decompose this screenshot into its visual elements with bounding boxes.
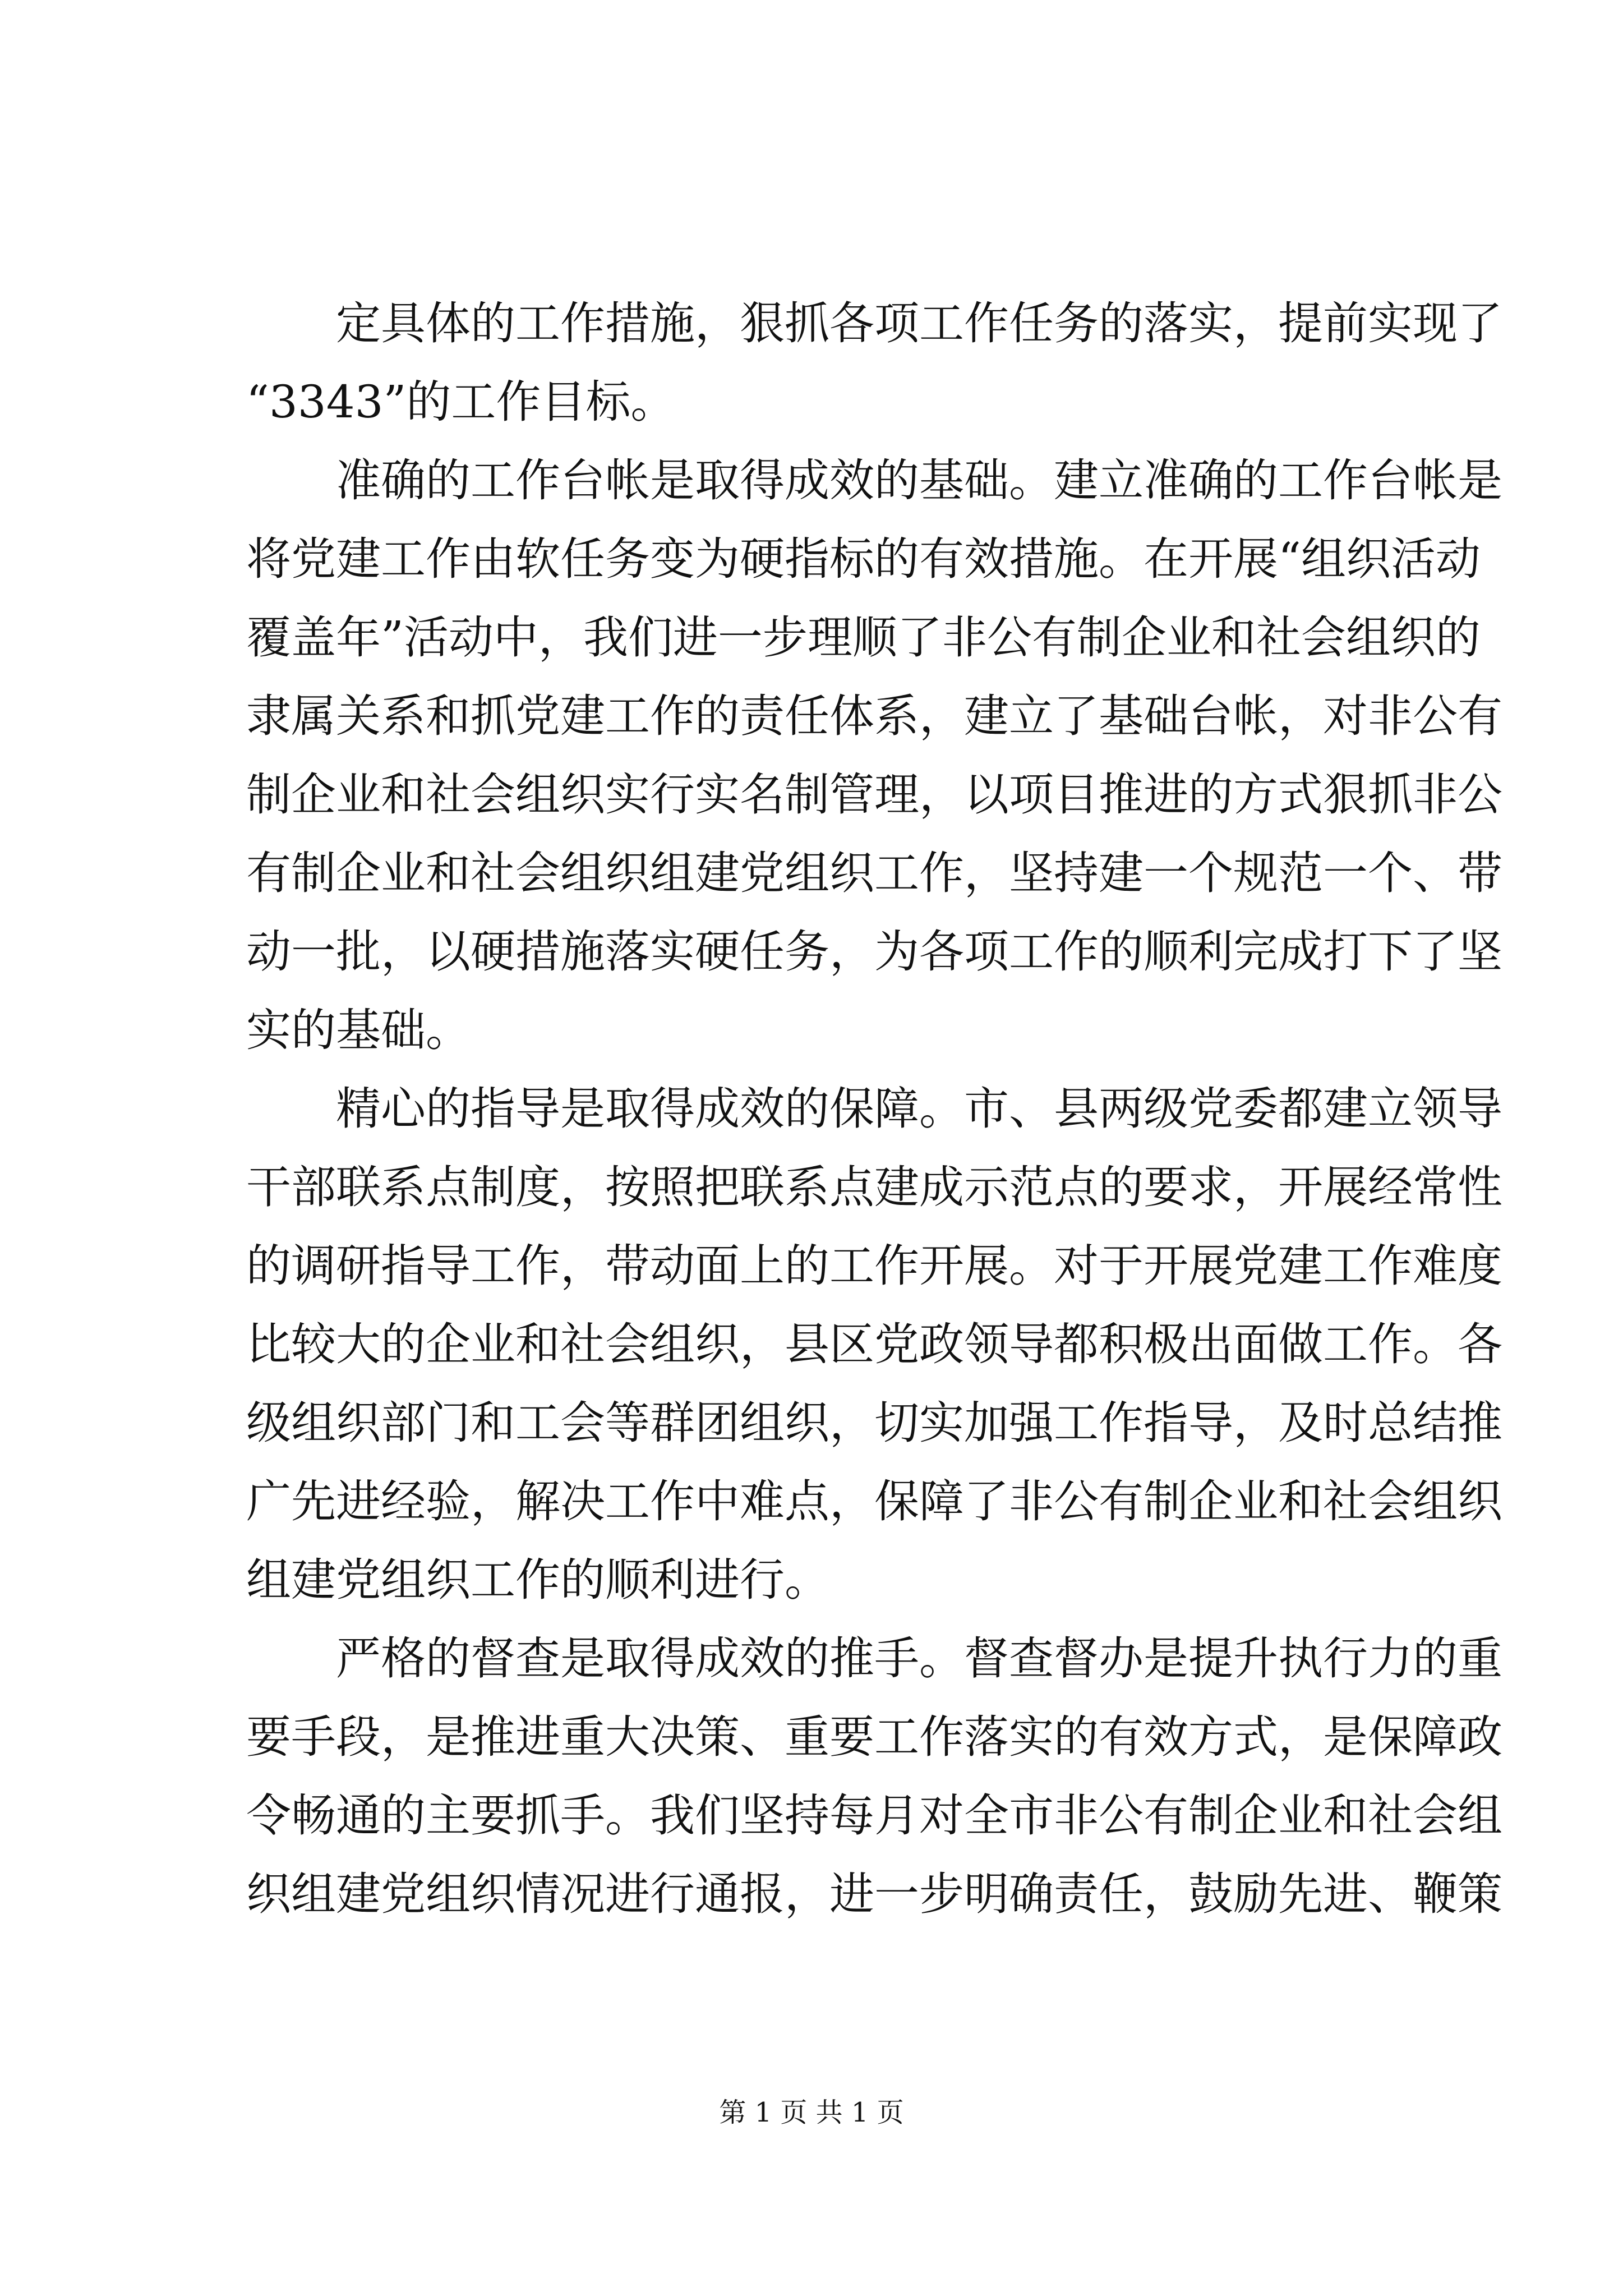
text-line: 级组织部门和工会等群团组织，切实加强工作指导，及时总结推 (246, 1397, 1502, 1449)
text-line: 将党建工作由软任务变为硬指标的有效措施。在开展“组织活动 (246, 533, 1481, 585)
text-line: 实的基础。 (246, 1004, 471, 1056)
text-line: 的调研指导工作，带动面上的工作开展。对于开展党建工作难度 (246, 1240, 1502, 1292)
text-line: 定具体的工作措施，狠抓各项工作任务的落实，提前实现了 (246, 297, 1502, 349)
text-line: 组建党组织工作的顺利进行。 (246, 1554, 829, 1606)
text-line: 要手段，是推进重大决策、重要工作落实的有效方式，是保障政 (246, 1711, 1502, 1763)
text-line: 制企业和社会组织实行实名制管理，以项目推进的方式狠抓非公 (246, 769, 1502, 821)
text-line: 隶属关系和抓党建工作的责任体系，建立了基础台帐，对非公有 (246, 690, 1502, 742)
text-line: “3343”的工作目标。 (246, 376, 676, 428)
text-line: 覆盖年”活动中，我们进一步理顺了非公有制企业和社会组织的 (246, 611, 1481, 664)
text-line: 令畅通的主要抓手。我们坚持每月对全市非公有制企业和社会组 (246, 1789, 1502, 1842)
text-line: 准确的工作台帐是取得成效的基础。建立准确的工作台帐是 (246, 454, 1502, 507)
text-line: 广先进经验，解决工作中难点，保障了非公有制企业和社会组织 (246, 1475, 1502, 1527)
text-line: 干部联系点制度，按照把联系点建成示范点的要求，开展经常性 (246, 1161, 1502, 1213)
page-number-footer: 第 1 页 共 1 页 (719, 2097, 904, 2128)
text-line: 织组建党组织情况进行通报，进一步明确责任，鼓励先进、鞭策 (246, 1868, 1502, 1920)
text-line: 有制企业和社会组织组建党组织工作，坚持建一个规范一个、带 (246, 847, 1502, 899)
text-line: 精心的指导是取得成效的保障。市、县两级党委都建立领导 (246, 1083, 1502, 1135)
text-line: 严格的督查是取得成效的推手。督查督办是提升执行力的重 (246, 1632, 1502, 1685)
text-line: 动一批，以硬措施落实硬任务，为各项工作的顺利完成打下了坚 (246, 926, 1502, 978)
text-line: 比较大的企业和社会组织，县区党政领导都积极出面做工作。各 (246, 1318, 1502, 1370)
